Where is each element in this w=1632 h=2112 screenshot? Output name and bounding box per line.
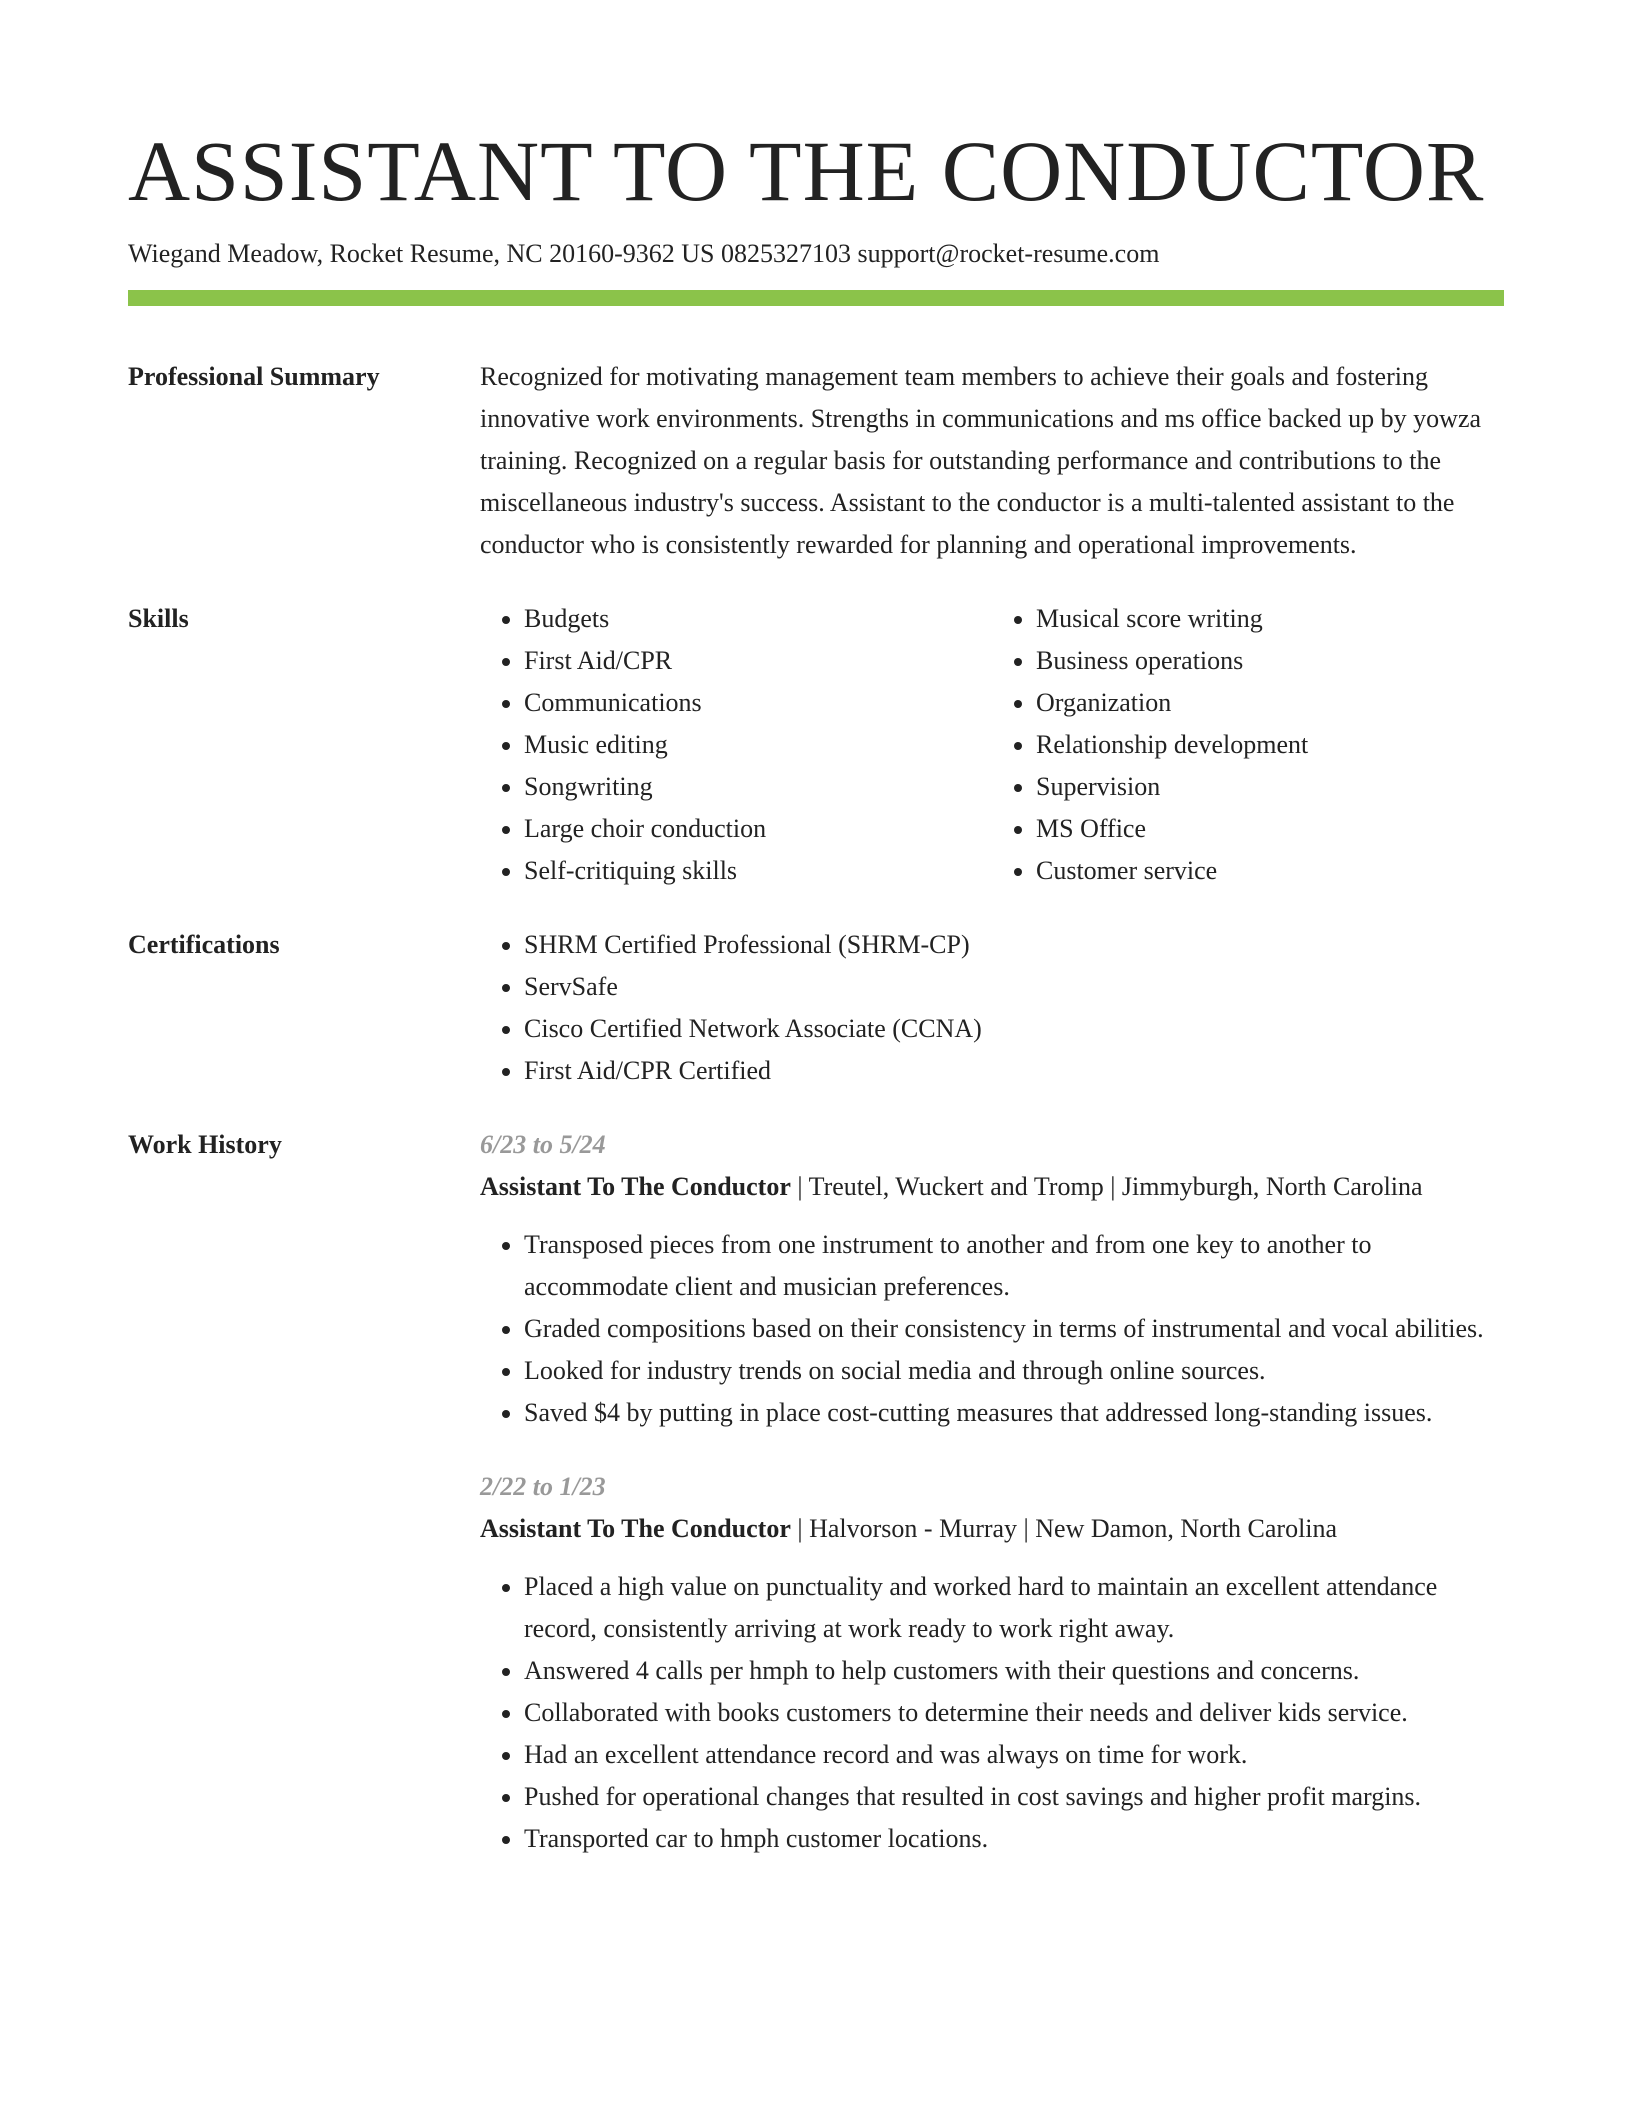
- certifications-list: [480, 924, 1504, 1092]
- job-employer-location: | Halvorson - Murray | New Damon, North Carolina: [790, 1514, 1338, 1543]
- job-bullet: • Graded compositions based on their consistency in terms of instrumental and vocal abilities.: [524, 1308, 1504, 1350]
- accent-divider: [128, 290, 1504, 306]
- job-bullet: • Transposed pieces from one instrument to another and from one key to another to accommodate client and musician preferences.: [524, 1224, 1504, 1308]
- skills-columns: [480, 598, 1504, 892]
- skill-item: • Relationship development: [1036, 724, 1504, 766]
- skill-item: • Large choir conduction: [524, 808, 992, 850]
- job-bullet: • Answered 4 calls per hmph to help customers with their questions and concerns.: [524, 1650, 1504, 1692]
- job-bullet: • Pushed for operational changes that resulted in cost savings and higher profit margins.: [524, 1776, 1504, 1818]
- job-employer-location: | Treutel, Wuckert and Tromp | Jimmyburgh, North Carolina: [790, 1172, 1423, 1201]
- skill-item: • Budgets: [524, 598, 992, 640]
- section-heading: Skills: [128, 604, 189, 633]
- section-certifications: [128, 924, 1504, 1092]
- job-entry: [480, 1466, 1504, 1860]
- job-header: [480, 1508, 1504, 1550]
- skill-item: • Supervision: [1036, 766, 1504, 808]
- job-bullet: • Collaborated with books customers to determine their needs and deliver kids service.: [524, 1692, 1504, 1734]
- section-work-history: [128, 1124, 1504, 1860]
- certification-item: • First Aid/CPR Certified: [524, 1050, 1504, 1092]
- job-bullet: • Looked for industry trends on social media and through online sources.: [524, 1350, 1504, 1392]
- resume-page: [128, 0, 1504, 1860]
- certification-item: • Cisco Certified Network Associate (CCNA): [524, 1008, 1504, 1050]
- job-title: Assistant To The Conductor: [480, 1514, 791, 1543]
- skill-item: • Customer service: [1036, 850, 1504, 892]
- candidate-name: ASSISTANT TO THE CONDUCTOR: [128, 123, 1485, 219]
- skill-item: • Songwriting: [524, 766, 992, 808]
- section-body: [480, 924, 1504, 1092]
- job-bullet: • Transported car to hmph customer locations.: [524, 1818, 1504, 1860]
- section-heading: Certifications: [128, 930, 280, 959]
- job-bullet: • Placed a high value on punctuality and worked hard to maintain an excellent attendance record, consistently arriving at work ready to work right away.: [524, 1566, 1504, 1650]
- skill-item: • Communications: [524, 682, 992, 724]
- contact-line: Wiegand Meadow, Rocket Resume, NC 20160-9362 US 0825327103 support@rocket-resume.com: [128, 239, 1160, 268]
- section-skills: [128, 598, 1504, 892]
- job-bullets: [480, 1224, 1504, 1434]
- skill-item: • Musical score writing: [1036, 598, 1504, 640]
- skills-list-left: [480, 598, 992, 892]
- job-title: Assistant To The Conductor: [480, 1172, 791, 1201]
- section-body: [480, 1124, 1504, 1860]
- section-heading: Professional Summary: [128, 362, 380, 391]
- certification-item: • ServSafe: [524, 966, 1504, 1008]
- skill-item: • Self-critiquing skills: [524, 850, 992, 892]
- section-professional-summary: [128, 356, 1504, 566]
- skill-item: • Organization: [1036, 682, 1504, 724]
- job-dates: 6/23 to 5/24: [480, 1130, 606, 1159]
- skill-item: • MS Office: [1036, 808, 1504, 850]
- job-header: [480, 1166, 1504, 1208]
- job-bullet: • Had an excellent attendance record and was always on time for work.: [524, 1734, 1504, 1776]
- skill-item: • First Aid/CPR: [524, 640, 992, 682]
- summary-text: Recognized for motivating management team members to achieve their goals and fostering innovative work environments. Strengths in communications and ms office backed up by yowza training. Recognized on a regular basis for outstanding performance and contributions to the miscellaneous industry's success. Assistant to the conductor is a multi-talented assistant to the conductor who is consistently rewarded for planning and operational improvements.: [480, 362, 1482, 559]
- job-entry: [480, 1124, 1504, 1434]
- skills-list-right: [992, 598, 1504, 892]
- job-bullets: [480, 1566, 1504, 1860]
- section-body: [480, 356, 1504, 566]
- skill-item: • Business operations: [1036, 640, 1504, 682]
- section-heading: Work History: [128, 1130, 282, 1159]
- job-bullet: • Saved $4 by putting in place cost-cutting measures that addressed long-standing issues.: [524, 1392, 1504, 1434]
- skill-item: • Music editing: [524, 724, 992, 766]
- certification-item: • SHRM Certified Professional (SHRM-CP): [524, 924, 1504, 966]
- job-dates: 2/22 to 1/23: [480, 1472, 606, 1501]
